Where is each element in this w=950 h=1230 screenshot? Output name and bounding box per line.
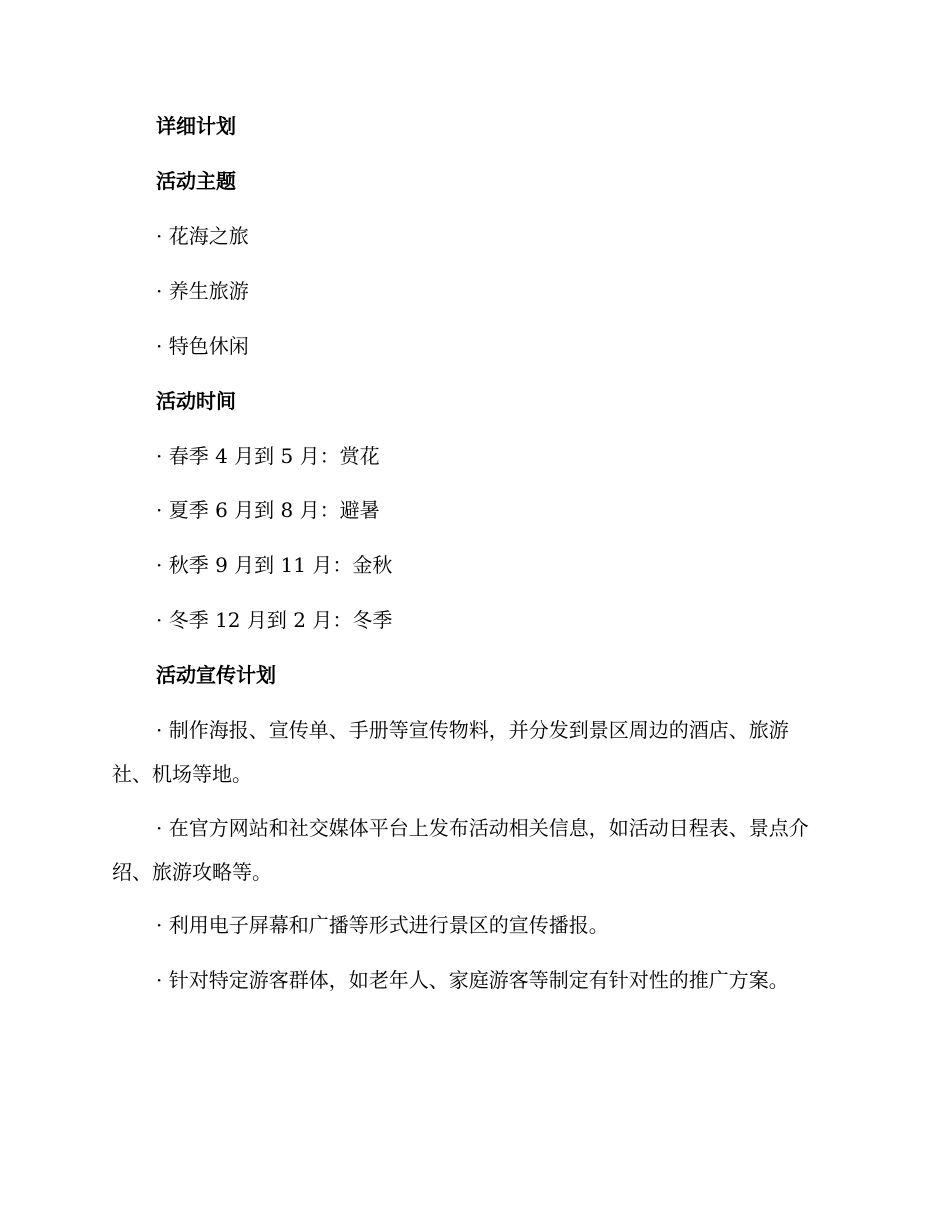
paragraph: · 制作海报、宣传单、手册等宣传物料，并分发到景区周边的酒店、旅游社、机场等地。 [112, 718, 789, 786]
paragraph: · 利用电子屏幕和广播等形式进行景区的宣传播报。 [156, 913, 609, 937]
section-heading-time: 活动时间 [156, 389, 236, 413]
section-heading-promotion: 活动宣传计划 [156, 663, 276, 687]
list-item: · 冬季 12 月到 2 月：冬季 [156, 608, 393, 632]
list-item: · 夏季 6 月到 8 月：避暑 [156, 498, 380, 522]
list-item: · 养生旅游 [156, 279, 249, 303]
paragraph: · 针对特定游客群体，如老年人、家庭游客等制定有针对性的推广方案。 [156, 968, 789, 992]
list-item: · 秋季 9 月到 11 月：金秋 [156, 553, 393, 577]
document-title: 详细计划 [156, 114, 236, 138]
list-item: · 特色休闲 [156, 334, 249, 358]
list-item: · 花海之旅 [156, 224, 249, 248]
section-heading-theme: 活动主题 [156, 169, 236, 193]
list-item: · 春季 4 月到 5 月：赏花 [156, 444, 380, 468]
paragraph: · 在官方网站和社交媒体平台上发布活动相关信息，如活动日程表、景点介绍、旅游攻略等。 [112, 816, 809, 884]
